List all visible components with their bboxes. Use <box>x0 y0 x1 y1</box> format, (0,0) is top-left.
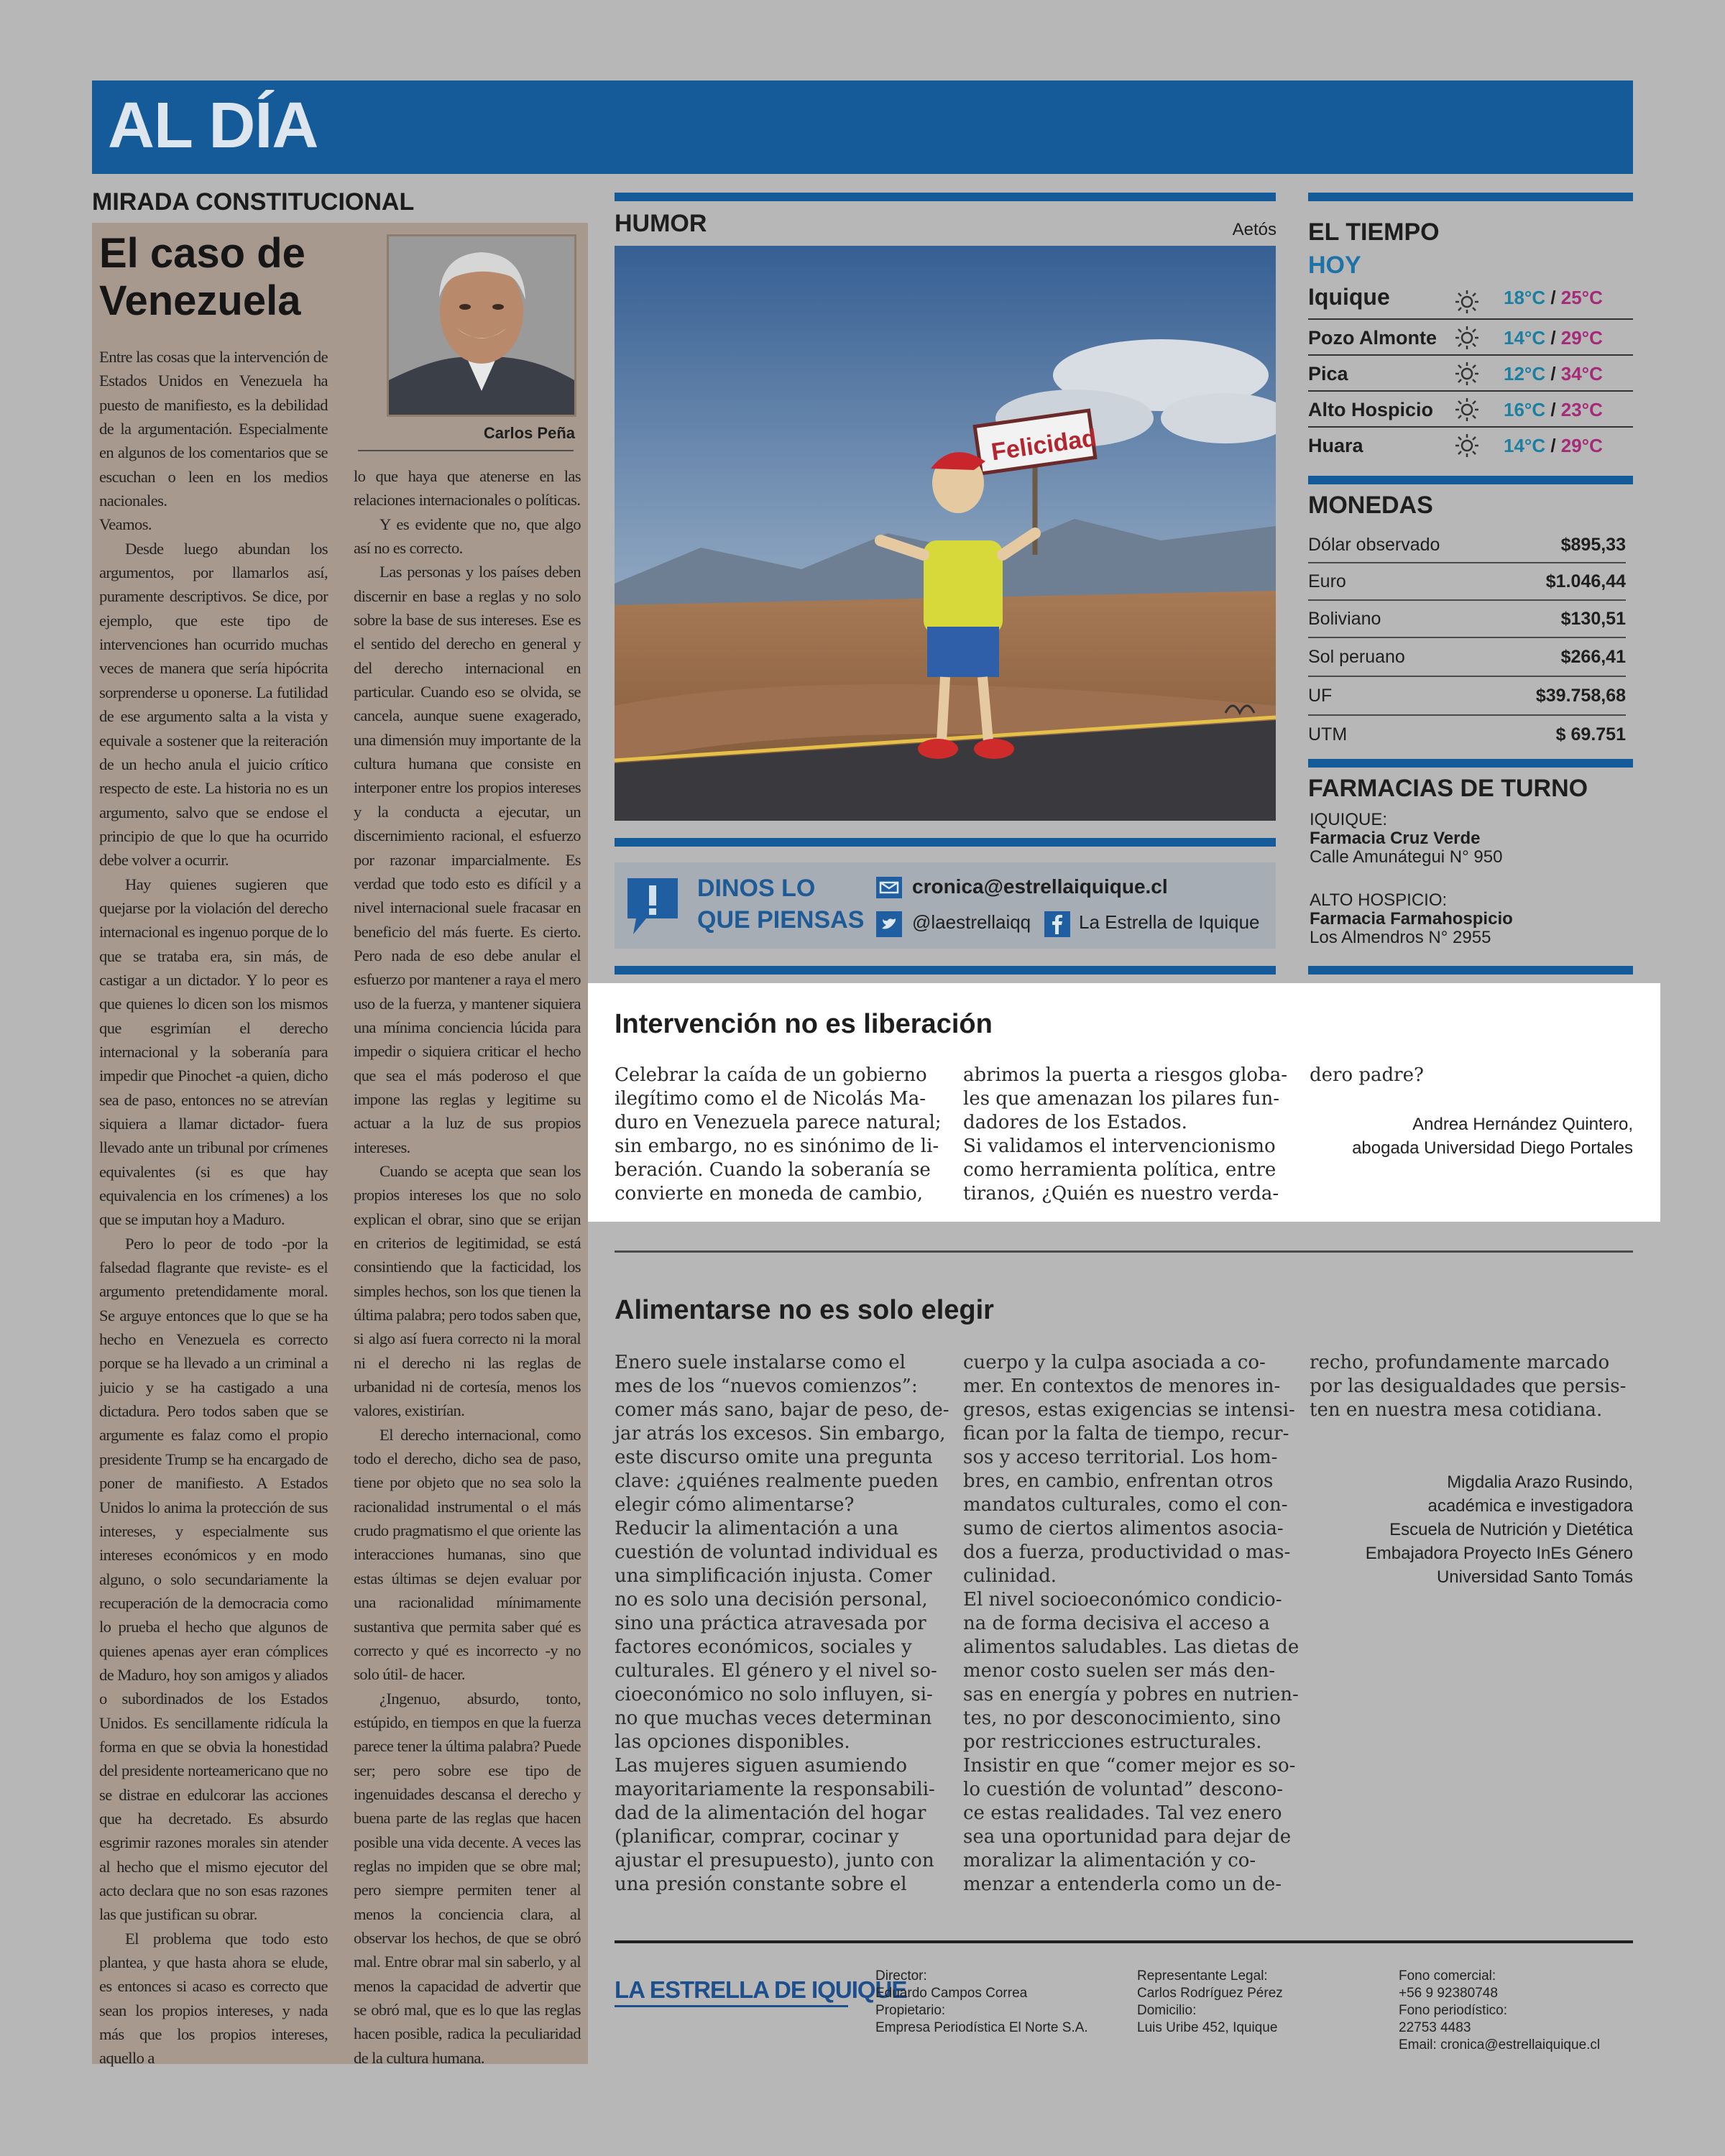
letter-1-signature <box>1310 1112 1633 1160</box>
currency-row <box>1308 528 1626 562</box>
weather-min: 14°C <box>1504 435 1546 456</box>
currency-row <box>1308 563 1626 599</box>
letter-line: clave: ¿quiénes realmente pueden <box>615 1470 939 1492</box>
currency-table <box>1308 528 1626 753</box>
letter-line: por las desigualdades que persis- <box>1310 1376 1627 1397</box>
article-paragraph: Hay quienes sugieren que quejarse por la violación del derecho internacional es ingenuo porque de lo que se trataba era, sin más, de castigar a un dictador. Y lo peor es que quienes lo dicen son los mismos que esgrimían el derecho internacional y la soberanía para impedir que Pinochet -a quien, dicho sea de paso, entonces no se atrevían siquiera a llamar dictador- fuera llevado ante un tribunal por crímenes equivalentes (si es que hay equivalencia en los crímenes) a los que se imputan hoy a Maduro. <box>99 875 328 1229</box>
letter-line: beración. Cuando la soberanía se <box>615 1159 931 1181</box>
humor-cartoon <box>615 246 1276 821</box>
letter-line: mer. En contextos de menores in- <box>963 1376 1281 1397</box>
letter-line: una simplificación injusta. Comer <box>615 1565 932 1587</box>
signature-line: Universidad Santo Tomás <box>1436 1567 1633 1587</box>
letter-line: ten en nuestra mesa cotidiana. <box>1310 1399 1603 1421</box>
cartoon-illustration-icon <box>615 246 1276 821</box>
footer-value: Empresa Periodística El Norte S.A. <box>875 2020 1088 2035</box>
footer-value: Carlos Rodríguez Pérez <box>1137 1986 1283 2001</box>
speech-bubble-icon <box>622 872 684 939</box>
footer-label: Director: <box>875 1968 927 1984</box>
currency-name: Sol peruano <box>1308 646 1405 667</box>
footer-value: +56 9 92380748 <box>1399 1986 1498 2001</box>
letter-line: comer más sano, bajar de peso, de- <box>615 1399 949 1421</box>
letter-line: recho, profundamente marcado <box>1310 1352 1610 1373</box>
letter-line: culturales. El género y el nivel so- <box>615 1660 937 1682</box>
weather-max: 25°C <box>1560 287 1603 308</box>
currency-name: UTM <box>1308 724 1348 745</box>
letter-1-column-b <box>963 1064 1294 1206</box>
cartoon-sign-text: Felicidad <box>989 424 1099 466</box>
author-rule <box>358 450 574 451</box>
footer-value: 22753 4483 <box>1399 2020 1471 2035</box>
currency-row <box>1308 677 1626 714</box>
letter-2-signature <box>1310 1470 1633 1589</box>
weather-max: 29°C <box>1560 327 1603 349</box>
contact-email[interactable]: cronica@estrellaiquique.cl <box>912 875 1168 898</box>
currency-name: Euro <box>1308 571 1346 591</box>
footer-contact <box>1399 1968 1600 2054</box>
currency-value: $ 69.751 <box>1555 724 1626 745</box>
letter-line: mandatos culturales, como el con- <box>963 1494 1288 1516</box>
article-paragraph: Las personas y los países deben discernir en base a reglas y no solo sobre la base de sus intereses. Ese es el sentido del derecho en general y del derecho internacional en particular. Cuando eso se olvida, se cancela, aunque suene exagerado, una dimensión muy importante de la cultura humana que consiste en interponer entre los propios intereses y la conducta a ejecutar, un discernimiento racional, el esfuerzo por razonar imparcialmente. Es verdad que todo esto es difícil y a nivel internacional suele fracasar en beneficio del más fuerte. Es cierto. Pero nada de eso debe anular el esfuerzo por mantener a raya el mero uso de la fuerza, y mantener siquiera una mínima conciencia lúcida para impedir o siquiera criticar el hecho que sea el más poderoso el que impone las reglas y legitime su actuar a la luz de sus propios intereses. <box>354 563 581 1156</box>
letter-1-title: Intervención no es liberación <box>615 1009 993 1039</box>
article-paragraph: Y es evidente que no, que algo así no es correcto. <box>354 515 581 558</box>
sun-icon <box>1455 326 1479 350</box>
weather-city: Pica <box>1308 363 1348 384</box>
letter-line: tiranos, ¿Quién es nuestro verda- <box>963 1183 1279 1204</box>
letter-2-column-a <box>615 1351 952 1897</box>
currency-row <box>1308 716 1626 753</box>
weather-row: Pozo Almonte 14°C / 29°C <box>1308 327 1603 349</box>
weather-row: Alto Hospicio 16°C / 23°C <box>1308 399 1603 420</box>
signature-line: Migdalia Arazo Rusindo, <box>1447 1473 1633 1492</box>
humor-rule <box>615 193 1276 201</box>
letter-line: El nivel socioeconómico condicio- <box>963 1589 1282 1611</box>
letter-line: sin embargo, no es sinónimo de li- <box>615 1135 939 1157</box>
article-column-1 <box>99 345 328 2070</box>
author-name: Carlos Peña <box>483 424 575 442</box>
letter-2-column-c <box>1310 1351 1633 1422</box>
cartoon-credit: Aetós <box>1232 220 1276 239</box>
currency-name: UF <box>1308 685 1333 706</box>
sun-icon <box>1455 433 1479 458</box>
currency-title: MONEDAS <box>1308 492 1433 519</box>
footer-label: Fono comercial: <box>1399 1968 1496 1984</box>
currency-row <box>1308 601 1626 637</box>
footer-label: Domicilio: <box>1137 2003 1197 2018</box>
signature-name: Andrea Hernández Quintero, <box>1412 1115 1633 1134</box>
letter-line: Insistir en que “comer mejor es so- <box>963 1755 1296 1777</box>
letter-line: alimentos saludables. Las dietas de <box>963 1636 1300 1658</box>
letter-line: sino una práctica atravesada por <box>615 1613 926 1634</box>
column-headline <box>99 230 372 325</box>
footer-value: Luis Uribe 452, Iquique <box>1137 2020 1278 2035</box>
author-portrait-icon <box>389 236 574 415</box>
footer-label: Fono periodístico: <box>1399 2003 1508 2018</box>
footer-legal <box>1137 1968 1283 2037</box>
letter-line: fican por la falta de tiempo, recur- <box>963 1423 1289 1445</box>
article-paragraph: Cuando se acepta que sean los propios intereses los que no solo explican el obrar, sino que se erijan en criterios de legitimidad, se está consintiendo que la facticidad, los simples hechos, son los que tienen la última palabra; pero todos saben que, si algo así fuera correcto ni la moral ni el derecho ni las reglas de urbanidad ni de cortesía, menos los valores, existirían. <box>354 1161 581 1420</box>
letter-line: cuestión de voluntad individual es <box>615 1542 938 1563</box>
weather-city: Iquique <box>1308 284 1390 310</box>
footer-rule <box>615 1940 1633 1943</box>
letter-2-title: Alimentarse no es solo elegir <box>615 1295 994 1325</box>
article-paragraph: El problema que todo esto plantea, y que hasta ahora se elude, es entonces si acaso es correcto que sean los propios intereses, y nada más que los propios intereses, aquello a <box>99 1929 328 2068</box>
letter-line: elegir cómo alimentarse? <box>615 1494 855 1516</box>
letter-line: convierte en moneda de cambio, <box>615 1183 924 1204</box>
contact-rule-top <box>615 838 1276 847</box>
weather-city: Alto Hospicio <box>1308 399 1433 420</box>
letter-line: abrimos la puerta a riesgos globa- <box>963 1064 1287 1086</box>
letter-line: gresos, estas exigencias se intensi- <box>963 1399 1295 1421</box>
currency-value: $266,41 <box>1560 646 1626 667</box>
letter-line: factores económicos, sociales y <box>615 1636 912 1658</box>
weather-min: 12°C <box>1504 363 1546 384</box>
footer-value: Eduardo Campos Correa <box>875 1986 1028 2001</box>
contact-rule-bottom <box>615 966 1276 975</box>
currency-value: $39.758,68 <box>1535 685 1626 706</box>
weather-table <box>1308 284 1633 462</box>
signature-line: Escuela de Nutrición y Dietética <box>1389 1520 1633 1539</box>
letter-line: no que muchas veces determinan <box>615 1708 932 1729</box>
sun-icon <box>1455 397 1479 422</box>
signature-line: Embajadora Proyecto InEs Género <box>1365 1544 1633 1563</box>
weather-rule <box>1308 193 1633 201</box>
letter-line: jar atrás los excesos. Sin embargo, <box>615 1423 946 1445</box>
pharmacy-rule <box>1308 759 1633 768</box>
letter-line: sos y acceso territorial. Los hom- <box>963 1447 1278 1468</box>
newspaper-logo <box>615 1976 907 2012</box>
section-divider <box>615 1250 1633 1253</box>
weather-city: Pozo Almonte <box>1308 327 1437 349</box>
letter-line: sas en energía y pobres en nutrien- <box>963 1684 1299 1705</box>
letter-line: mayoritariamente la responsabili- <box>615 1779 935 1800</box>
footer-email[interactable]: Email: cronica@estrellaiquique.cl <box>1399 2037 1601 2053</box>
letter-line: menzar a entenderla como un de- <box>963 1874 1282 1895</box>
currency-value: $895,33 <box>1560 534 1626 555</box>
currency-value: $130,51 <box>1560 608 1626 629</box>
footer-director <box>875 1968 1088 2037</box>
letter-line: ce estas realidades. Tal vez enero <box>963 1802 1282 1824</box>
weather-min: 16°C <box>1504 399 1546 420</box>
letter-line: sumo de ciertos alimentos asocia- <box>963 1518 1284 1539</box>
letter-line: cuerpo y la culpa asociada a co- <box>963 1352 1266 1373</box>
currency-name: Dólar observado <box>1308 534 1440 555</box>
letter-line: cioeconómico no solo influyen, si- <box>615 1684 933 1705</box>
weather-today: HOY <box>1308 252 1361 279</box>
letter-line: dad de la alimentación del hogar <box>615 1802 926 1824</box>
letter-line: dos a fuerza, productividad o mas- <box>963 1542 1291 1563</box>
letter-line: culinidad. <box>963 1565 1057 1587</box>
letter-line: sea una oportunidad para dejar de <box>963 1826 1292 1848</box>
currency-rule <box>1308 476 1633 484</box>
article-paragraph: Veamos. <box>99 515 152 534</box>
article-paragraph: El derecho internacional, como todo el derecho, dicho sea de paso, tiene por objeto que no sea solo la racionalidad instrumental o el más crudo pragmatismo el que oriente las interacciones humanas, sino que estas últimas se dejen evaluar por una racionalidad mínimamente sustantiva que permita saber qué es correcto y qué es incorrecto -y no solo útil- de hacer. <box>354 1425 581 1684</box>
letter-line: Si validamos el intervencionismo <box>963 1135 1276 1157</box>
sun-icon <box>1455 290 1479 314</box>
pharmacy-title: FARMACIAS DE TURNO <box>1308 775 1588 802</box>
pharmacy-address: Calle Amunátegui N° 950 <box>1310 847 1503 867</box>
letter-line: no es solo una decisión personal, <box>615 1589 928 1611</box>
article-paragraph: Pero lo peor de todo -por la falsedad flagrante que reviste- es el argumento pretendidamente moral. Se arguye entonces que lo que se ha hecho en Venezuela es correcto porque se ha llevado a un criminal a juicio y se ha castigado a una dictadura. Pero todos saben que se argumente es falaz como el propio presidente Trump se ha encargado de poner de manifiesto. A Estados Unidos lo anima la protección de sus intereses, y especialmente sus intereses económicos y en modo alguno, o solo secundariamente la recuperación de la democracia como lo prueba el hecho que algunos de quienes apenas ayer eran cómplices de Maduro, hoy son amigos y aliados o subordinados de los Estados Unidos. Es sencillamente ridícula la forma en que se obvia la honestidad del presidente norteamericano que no se distrae en edulcorar las acciones que ha decretado. Es absurdo esgrimir razones morales sin atender al hecho que el mismo ejecutor del acto declara que no son esas razones las que justifican su obrar. <box>99 1234 328 1924</box>
letter-line: este discurso omite una pregunta <box>615 1447 933 1468</box>
letter-line: ajustar el presupuesto), junto con <box>615 1850 934 1871</box>
weather-max: 23°C <box>1560 399 1603 420</box>
currency-name: Boliviano <box>1308 608 1381 629</box>
weather-max: 34°C <box>1560 363 1603 384</box>
letter-line: mes de los “nuevos comienzos”: <box>615 1376 918 1397</box>
letter-line: Reducir la alimentación a una <box>615 1518 899 1539</box>
twitter-icon <box>876 911 902 937</box>
column-kicker: MIRADA CONSTITUCIONAL <box>92 188 415 216</box>
currency-value: $1.046,44 <box>1545 571 1626 591</box>
weather-max: 29°C <box>1560 435 1603 456</box>
pharmacy-name: Farmacia Cruz Verde <box>1310 829 1481 848</box>
letter-1-column-c <box>1310 1064 1626 1087</box>
email-icon <box>876 877 902 898</box>
contact-box <box>615 862 1276 949</box>
letter-line: Enero suele instalarse como el <box>615 1352 906 1373</box>
weather-row: Pica 12°C / 34°C <box>1308 363 1603 384</box>
article-paragraph: Desde luego abundan los argumentos, por llamarlos así, puramente descriptivos. Se dice, por ejemplo, que este tipo de intervenciones han ocurrido muchas veces de manera que sería hipócrita sorprenderse u oponerse. La futilidad de ese argumento salta a la vista y equivale a sostener que la reiteración de un hecho anula el juicio crítico respecto de este. La historia no es un argumento, salvo que se endose el principio de que lo que ha ocurrido debe volver a ocurrir. <box>99 539 328 870</box>
letter-line: las opciones disponibles. <box>615 1731 850 1753</box>
weather-title: EL TIEMPO <box>1308 218 1440 246</box>
letter-line: una presión constante sobre el <box>615 1874 907 1895</box>
letter-line: por restricciones estructurales. <box>963 1731 1262 1753</box>
weather-row: Iquique 18°C / 25°C <box>1308 284 1633 318</box>
pharmacy-city: ALTO HOSPICIO: <box>1310 890 1448 910</box>
signature-role: abogada Universidad Diego Portales <box>1352 1138 1633 1158</box>
article-paragraph: Entre las cosas que la intervención de Estados Unidos en Venezuela ha puesto de manifiesto, es la debilidad de la argumentación. Especialmente en algunos de los comentarios que se escuchan o leen en los medios nacionales. <box>99 348 328 510</box>
letter-line: tes, no por desconocimiento, sino <box>963 1708 1282 1729</box>
letter-line: Celebrar la caída de un gobierno <box>615 1064 927 1086</box>
pharmacy-1 <box>1310 811 1502 867</box>
signature-line: académica e investigadora <box>1427 1496 1633 1516</box>
contact-title-2: QUE PIENSAS <box>697 906 865 934</box>
letter-line: duro en Venezuela parece natural; <box>615 1112 942 1133</box>
letter-1-column-a <box>615 1064 945 1206</box>
weather-city: Huara <box>1308 435 1363 456</box>
headline-line-2: Venezuela <box>99 277 301 324</box>
letter-line: dero padre? <box>1310 1064 1424 1086</box>
letter-2-column-b <box>963 1351 1301 1897</box>
newspaper-logo-text: LA ESTRELLA DE IQUIQUE <box>615 1976 907 2003</box>
humor-title: HUMOR <box>615 210 707 237</box>
sun-icon <box>1455 361 1479 386</box>
article-column-2 <box>354 464 581 2070</box>
letter-line: Las mujeres siguen asumiendo <box>615 1755 908 1777</box>
letter-line: les que amenazan los pilares fun- <box>963 1088 1280 1110</box>
pharmacy-2 <box>1310 891 1513 947</box>
contact-title-1: DINOS LO <box>697 875 816 902</box>
weather-row: Huara 14°C / 29°C <box>1308 435 1603 456</box>
contact-facebook[interactable]: La Estrella de Iquique <box>1079 911 1260 933</box>
headline-line-1: El caso de <box>99 230 305 277</box>
section-title: AL DÍA <box>108 90 318 162</box>
article-paragraph: ¿Ingenuo, absurdo, tonto, estúpido, en tiempos en que la fuerza parece tener la última palabra? Puede ser; pero sobre ese tipo de ingenuidades descansa el derecho y buena parte de las reglas que hacen posible una vida decente. A veces las reglas no impiden que se obre mal; pero siempre permiten tener al menos la conciencia clara, al observar los hechos, de que se obró mal. Entre obrar mal sin saberlo, y al menos la capacidad de advertir que se obró mal, que es lo que las reglas hacen posible, radica la peculiaridad de la cultura humana. <box>354 1689 581 2067</box>
letter-line: moralizar la alimentación y co- <box>963 1850 1256 1871</box>
facebook-icon <box>1044 911 1070 937</box>
letter-line: dadores de los Estados. <box>963 1112 1187 1133</box>
weather-min: 14°C <box>1504 327 1546 349</box>
weather-min: 18°C <box>1504 287 1546 308</box>
currency-row <box>1308 638 1626 676</box>
footer-label: Propietario: <box>875 2003 946 2018</box>
pharmacy-name: Farmacia Farmahospicio <box>1310 909 1513 929</box>
letter-line: bres, en cambio, enfrentan otros <box>963 1470 1274 1492</box>
section-banner <box>92 80 1633 174</box>
author-photo <box>387 234 576 417</box>
letter-line: lo cuestión de voluntad” descono- <box>963 1779 1284 1800</box>
footer-label: Representante Legal: <box>1137 1968 1268 1984</box>
article-paragraph: lo que haya que atenerse en las relaciones internacionales o políticas. <box>354 467 581 510</box>
pharmacy-rule-bottom <box>1308 966 1633 975</box>
letter-line: (planificar, comprar, cocinar y <box>615 1826 899 1848</box>
letter-line: como herramienta política, entre <box>963 1159 1276 1181</box>
letter-line: na de forma decisiva el acceso a <box>963 1613 1270 1634</box>
pharmacy-city: IQUIQUE: <box>1310 810 1388 829</box>
pharmacy-address: Los Almendros N° 2955 <box>1310 928 1491 947</box>
letter-line: menor costo suelen ser más den- <box>963 1660 1275 1682</box>
contact-twitter[interactable]: @laestrellaiqq <box>912 911 1031 933</box>
letter-line: ilegítimo como el de Nicolás Ma- <box>615 1088 926 1110</box>
